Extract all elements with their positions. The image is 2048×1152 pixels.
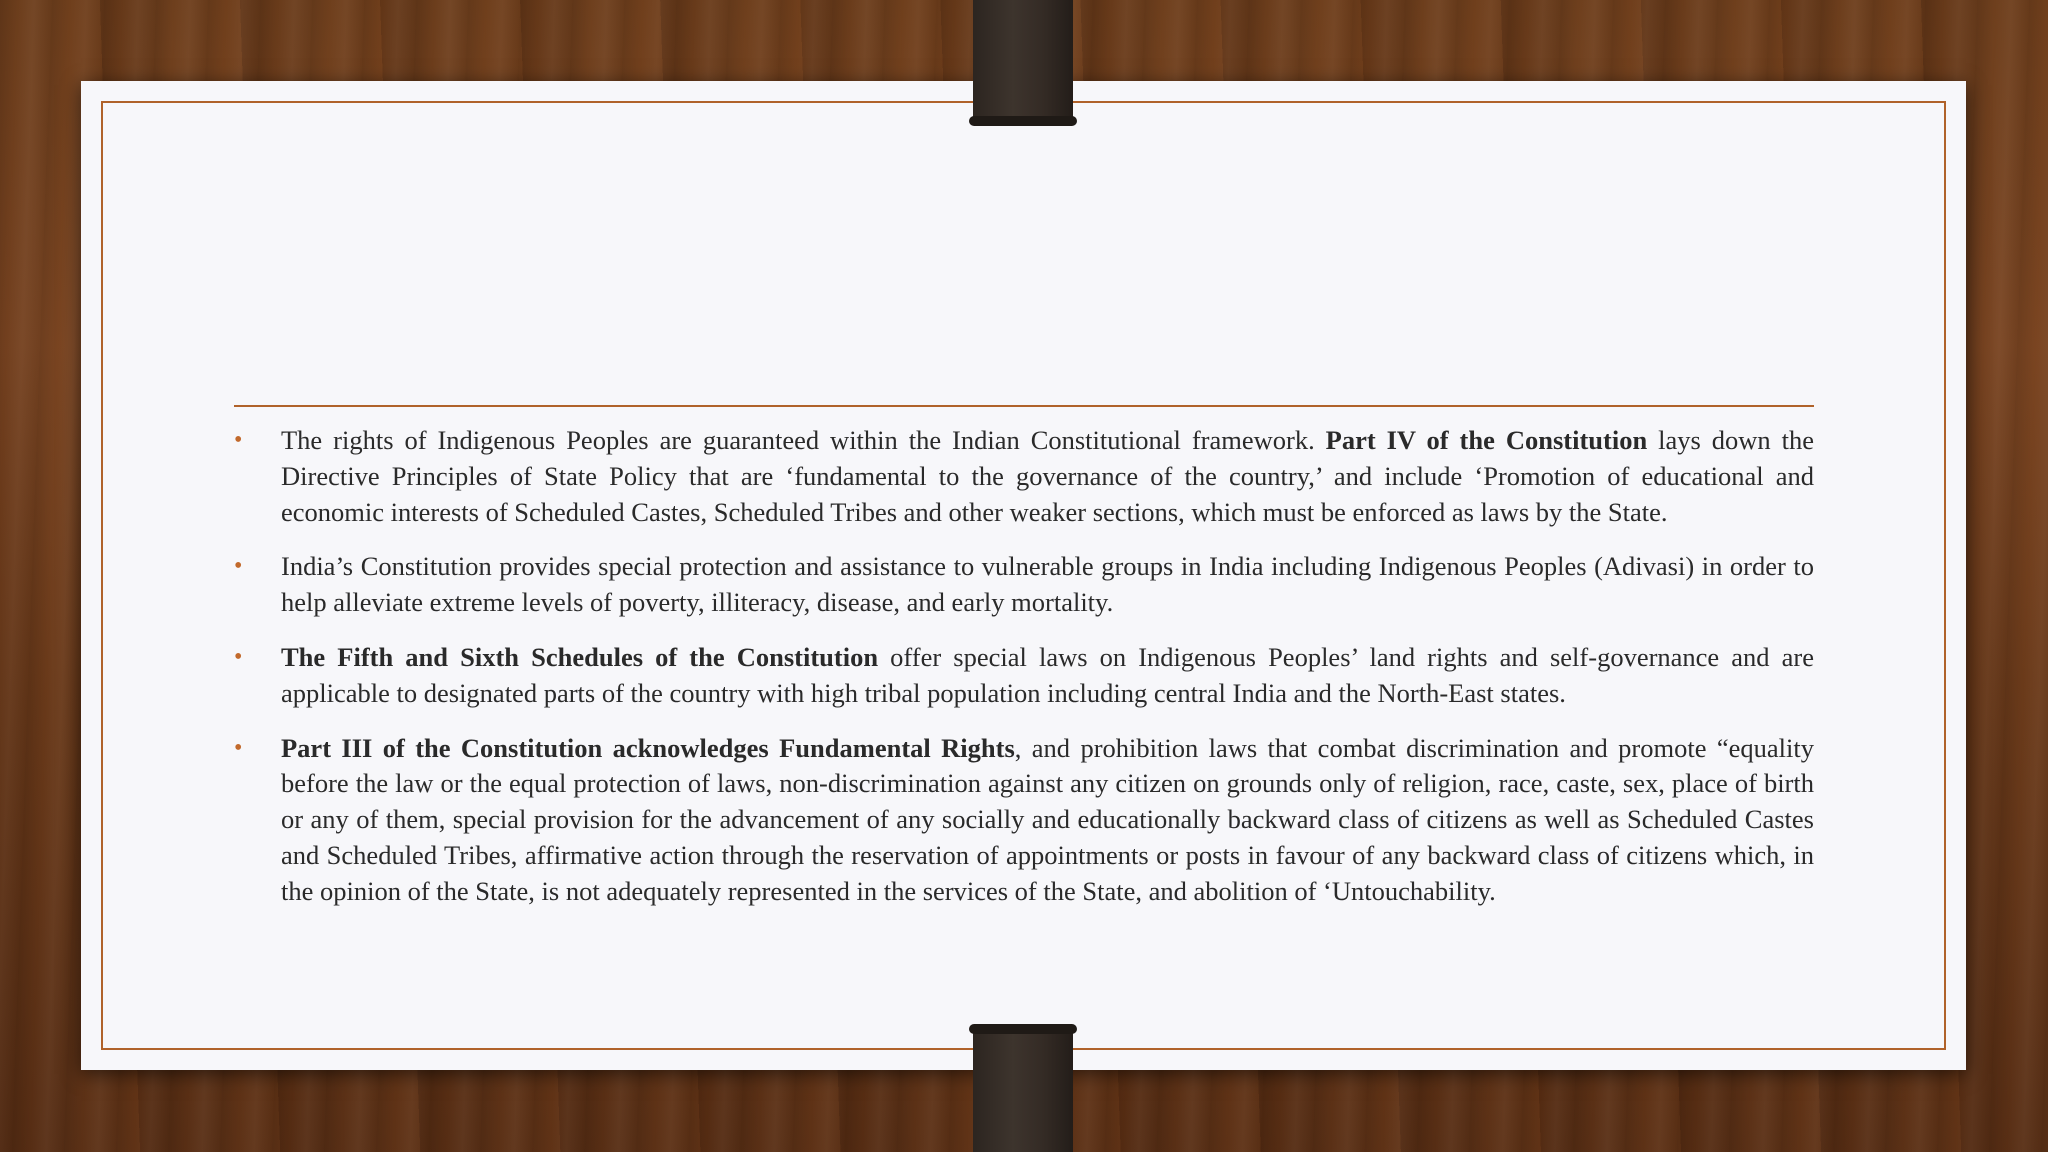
bullet-dot-icon: • (234, 427, 243, 453)
bullet-item-schedules (234, 640, 1814, 712)
bottom-strap-clip (969, 1024, 1077, 1034)
bullet-bold-text: Part IV of the Constitution (1325, 425, 1648, 455)
bullet-dot-icon: • (234, 643, 243, 670)
bullet-list (234, 423, 1814, 929)
bullet-item-special-protection (234, 549, 1814, 621)
bullet-item-part-iii (234, 731, 1814, 910)
slide-card (81, 81, 1966, 1070)
bullet-text: India’s Constitution provides special protection and assistance to vulnerable groups in India including Indigenous Peoples (Adivasi) in order to help alleviate extreme levels of poverty, illiteracy, disease, and early mortality. (281, 551, 1814, 618)
title-divider-line (234, 405, 1814, 407)
top-strap-clip (969, 116, 1077, 126)
bullet-item-part-iv (234, 423, 1814, 530)
bullet-text: offer special laws on Indigenous Peoples’ land rights and self-governance and are applicable to designated parts of the country with high tribal population including central India and the North-East states. (281, 641, 1814, 708)
bullet-text: The rights of Indigenous Peoples are guaranteed within the Indian Constitutional framework. (281, 425, 1326, 455)
bullet-text: , and prohibition laws that combat discrimination and promote “equality before the law or the equal protection of laws, non-discrimination against any citizen on grounds only of religion, race, caste, sex, place of birth or any of them, special provision for the advancement of any socially and educationally backward class of citizens as well as Scheduled Castes and Scheduled Tribes, affirmative action through the reservation of appointments or posts in favour of any backward class of citizens which, in the opinion of the State, is not adequately represented in the services of the State, and abolition of ‘Untouchability. (281, 732, 1815, 906)
bullet-dot-icon: • (234, 734, 243, 761)
bullet-text: lays down the Directive Principles of State Policy that are ‘fundamental to the governance of the country,’ and include ‘Promotion of educational and economic interests of Scheduled Castes, Scheduled Tribes and other weaker sections, which must be enforced as laws by the State. (281, 425, 1814, 527)
bullet-bold-text: The Fifth and Sixth Schedules of the Constitution (281, 641, 879, 672)
bottom-binder-strap (973, 1026, 1073, 1152)
bullet-bold-text: Part III of the Constitution acknowledges Fundamental Rights (281, 732, 1015, 763)
top-binder-strap (973, 0, 1073, 124)
bullet-dot-icon: • (234, 553, 243, 580)
